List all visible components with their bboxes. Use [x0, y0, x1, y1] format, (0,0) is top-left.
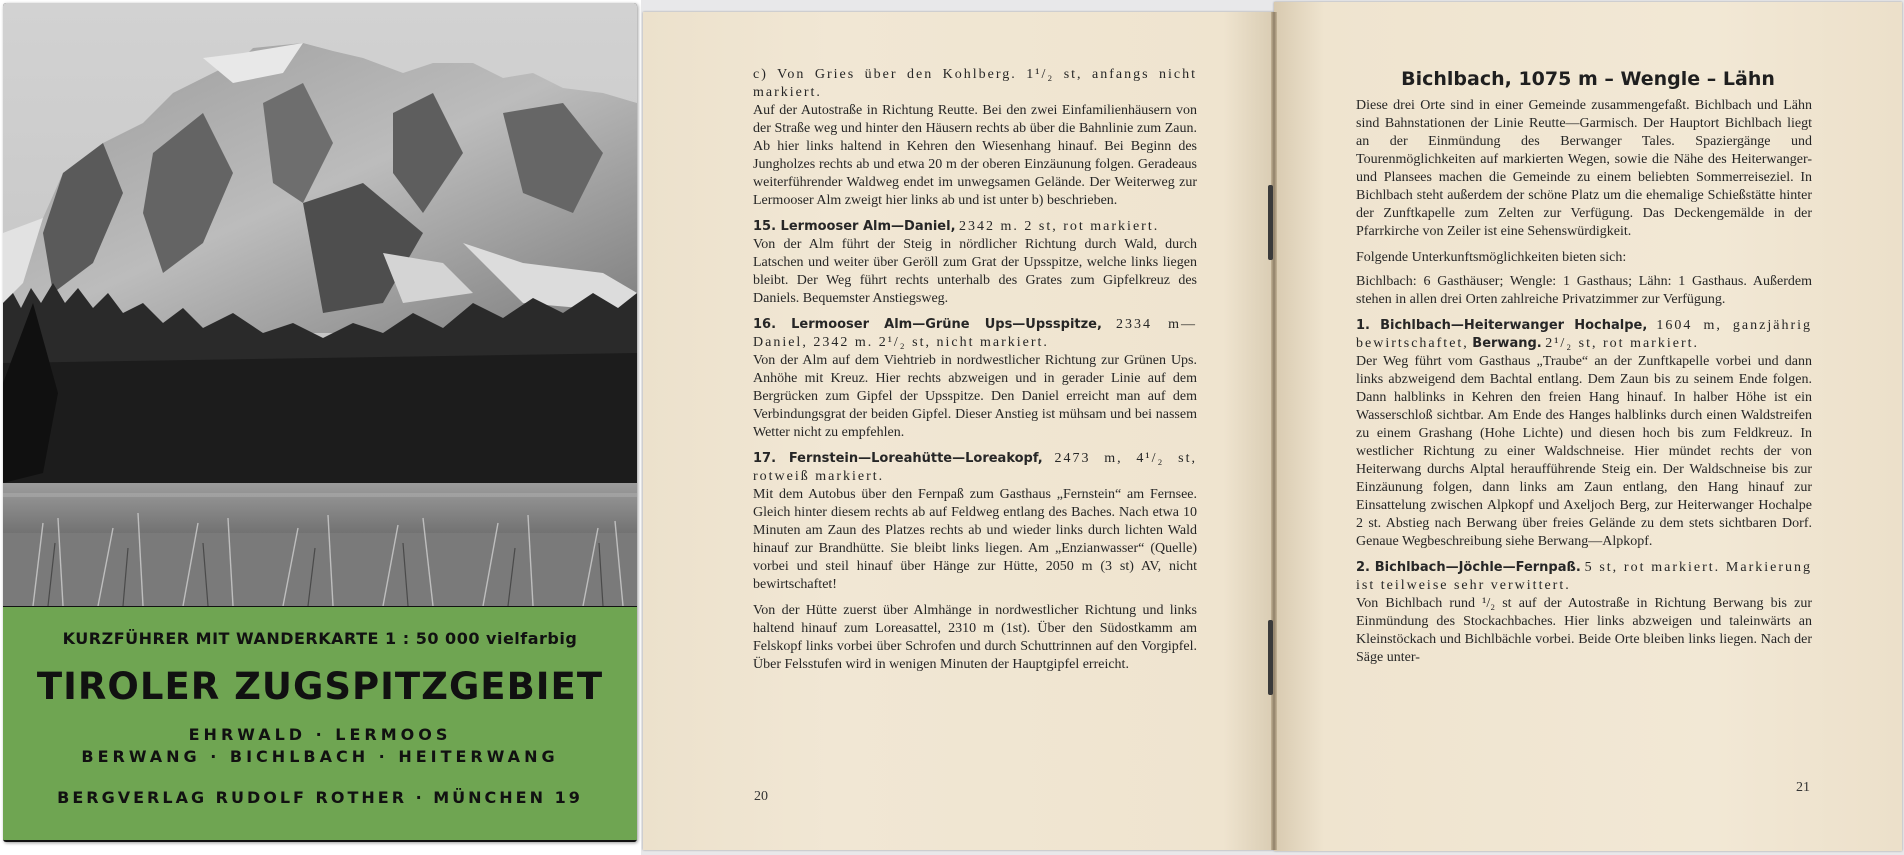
- route-c-body: Auf der Autostraße in Richtung Reutte. Bei den zwei Einfamilienhäusern von der Straße weg und hinter den Häusern rechts ab über die Bahnlinie zum Zaun. Ab hier links haltend in Kehren den Wiesenhang hinauf. Bei Beginn des Jungholzes rechts ab und etwa 20 m der oberen Einzäunung folgen. Geradeaus weiterführender Waldweg endet im unwegsamen Gelände. Der Weiterweg zur Lermooser Alm zweigt hier links ab und ist unter b) beschrieben.: [753, 103, 1197, 208]
- route-1-time: 2¹/₂ st, rot markiert.: [1545, 336, 1699, 351]
- route-2-heading: 2. Bichlbach—Jöchle—Fernpaß.: [1356, 560, 1581, 575]
- route-2-info: 5 st, rot markiert. Markierung ist teilweise sehr verwittert.: [1356, 560, 1812, 593]
- route-1-paragraph: [1356, 317, 1812, 551]
- open-booklet: [641, 0, 1904, 855]
- accommodation-heading: Folgende Unterkunftsmöglichkeiten bieten sich:: [1356, 250, 1627, 265]
- mountain-lake-photo: [3, 3, 637, 606]
- route-2-paragraph: [1356, 559, 1812, 667]
- booklet-spine: [1271, 12, 1277, 850]
- page-20-text: [753, 66, 1197, 682]
- route-1-destination: Berwang.: [1472, 336, 1542, 351]
- guidebook-cover: [3, 3, 637, 842]
- cover-publisher: BERGVERLAG RUDOLF ROTHER · MÜNCHEN 19: [57, 788, 583, 807]
- intro-paragraph: Diese drei Orte sind in einer Gemeinde zusammengefaßt. Bichlbach und Lähn sind Bahnstationen der Linie Reutte—Garmisch. Der Hauptort Bichlbach liegt an der Einmündung des Berwanger Tales. Spaziergänge und Tourenmöglichkeiten auf markierten Wegen, sowie die Nähe des Heiterwanger- und Plansees machen die Gemeinde zu einem beliebten Sommerreiseziel. In Bichlbach steht außerdem der schöne Platz um die ehemalige Schießstätte hinter der Zunftkapelle zum Zelten zur Verfügung. Das Deckengemälde in der Pfarrkirche von Zeiler ist eine Sehenswürdigkeit.: [1356, 98, 1812, 239]
- section-title: Bichlbach, 1075 m – Wengle – Lähn: [1401, 68, 1775, 90]
- route-17-info: 2473 m, 4¹/₂ st, rotweiß markiert.: [753, 451, 1197, 484]
- page-number-left: 20: [754, 789, 768, 804]
- route-15-heading: 15. Lermooser Alm—Daniel,: [753, 219, 956, 234]
- cover-subtitle: KURZFÜHRER MIT WANDERKARTE 1 : 50 000 vielfarbig: [62, 629, 578, 648]
- page-21-text: [1356, 97, 1812, 675]
- route-2-body: Von Bichlbach rund ¹/₂ st auf der Autostraße in Richtung Berwang bis zur Einmündung des Stockachbaches. Hier links abzweigen und taleinwärts an Kleinstöckach und Bichlbächle vorbei. Beide Orte bleiben links liegen. Nach der Säge unter-: [1356, 596, 1812, 665]
- route-c-heading: c) Von Gries über den Kohlberg. 1¹/₂ st, anfangs nicht markiert.: [753, 67, 1197, 100]
- cover-places-line2: BERWANG · BICHLBACH · HEITERWANG: [81, 747, 559, 766]
- route-16-info: 2334 m—Daniel, 2342 m. 2¹/₂ st, nicht markiert.: [753, 317, 1198, 350]
- route-16-body: Von der Alm auf dem Viehtrieb in nordwestlicher Richtung zur Grünen Ups. Anhöhe mit Kreuz. Hier rechts abzweigen und in gerader Linie auf dem Bergrücken zum Gipfel der Upsspitze. Den Daniel erreicht man auf dem Verbindungsgrat der beiden Gipfel. Dieser Anstieg ist mühsam und bei nassem Wetter nicht zu empfehlen.: [753, 353, 1197, 440]
- route-17-body: Mit dem Autobus über den Fernpaß zum Gasthaus „Fernstein“ am Fernsee. Gleich hinter diesem rechts ab auf Feldweg entlang des Baches. Nach etwa 10 Minuten am Zaun des Platzes rechts ab und wieder links durch lichten Wald hinauf zur Brandhütte. Sie bleibt links liegen. Am „Enzianwasser“ (Quelle) vorbei und steil hinauf über Hänge zur Hütte, 2050 m (3 st) AV, nicht bewirtschaftet!: [753, 487, 1197, 592]
- route-15-body: Von der Alm führt der Steig in nördlicher Richtung durch Wald, durch Latschen und weiter über Geröll zum Grat der Upsspitze, welche links liegen bleibt. Der Weg führt rechts unterhalb des Grates zum Gipfelkreuz des Daniels. Bequemster Anstiegsweg.: [753, 237, 1197, 306]
- route-1-info: 1604 m, ganzjährig bewirtschaftet,: [1356, 318, 1813, 351]
- route-1-heading: 1. Bichlbach—Heiterwanger Hochalpe,: [1356, 318, 1648, 333]
- route-17-paragraph: [753, 450, 1197, 594]
- route-17-heading: 17. Fernstein—Loreahütte—Loreakopf,: [753, 451, 1043, 466]
- route-15-paragraph: [753, 218, 1197, 308]
- route-17-continuation: Von der Hütte zuerst über Almhänge in nordwestlicher Richtung und links haltend hinauf zum Loreasattel, 2310 m (1st). Über den Südostkamm am Felskopf links vorbei über Schrofen und durch Schuttrinnen auf den Vorgipfel. Über Felsstufen wird in wenigen Minuten der Hauptgipfel erreicht.: [753, 603, 1197, 672]
- cover-places-line1: EHRWALD · LERMOOS: [188, 725, 452, 744]
- route-16-paragraph: [753, 316, 1197, 442]
- route-1-body: Der Weg führt vom Gasthaus „Traube“ an der Zunftkapelle vorbei und dann links abzweigend dem Bachtal entlang. Dem Zaun bis zu seinem Ende folgen. Dann halblinks in Kehren den freien Hang hinauf. In halber Höhe ist ein Wasserschloß sichtbar. Am Ende des Hanges halblinks durch einen Waldstreifen zu einem Grashang (Hohe Lichte) und diesen hoch bis zum Feldkreuz. In westlicher Richtung zu einer Waldschneise. Hier mündet rechts der von Heiterwang durchs Alptal heraufführende Steig ein. Der Waldschneise bis zur Einzäunung folgen, dann links am Zaun entlang, den Hang hinauf zur Einsattelung zwischen Alpkopf und Axeljoch Berg, zur Heiterwanger Hochalpe 2 st. Abstieg nach Berwang über freies Gelände zu dem stets sichtbaren Dorf. Genaue Wegbeschreibung siehe Berwang—Alpkopf.: [1356, 354, 1812, 549]
- route-16-heading: 16. Lermooser Alm—Grüne Ups—Upsspitze,: [753, 317, 1102, 332]
- route-c-paragraph: [753, 66, 1197, 210]
- accommodation-paragraph: Bichlbach: 6 Gasthäuser; Wengle: 1 Gasthaus; Lähn: 1 Gasthaus. Außerdem stehen in allen drei Orten zahlreiche Privatzimmer zur Verfügung.: [1356, 274, 1812, 307]
- staple-top: [1268, 185, 1273, 260]
- route-15-info: 2342 m. 2 st, rot markiert.: [959, 219, 1160, 234]
- page-number-right: 21: [1796, 780, 1810, 795]
- page-21: [1274, 2, 1902, 851]
- page-20: [643, 12, 1274, 850]
- staple-bottom: [1268, 620, 1273, 695]
- cover-title: TIROLER ZUGSPITZGEBIET: [36, 665, 604, 708]
